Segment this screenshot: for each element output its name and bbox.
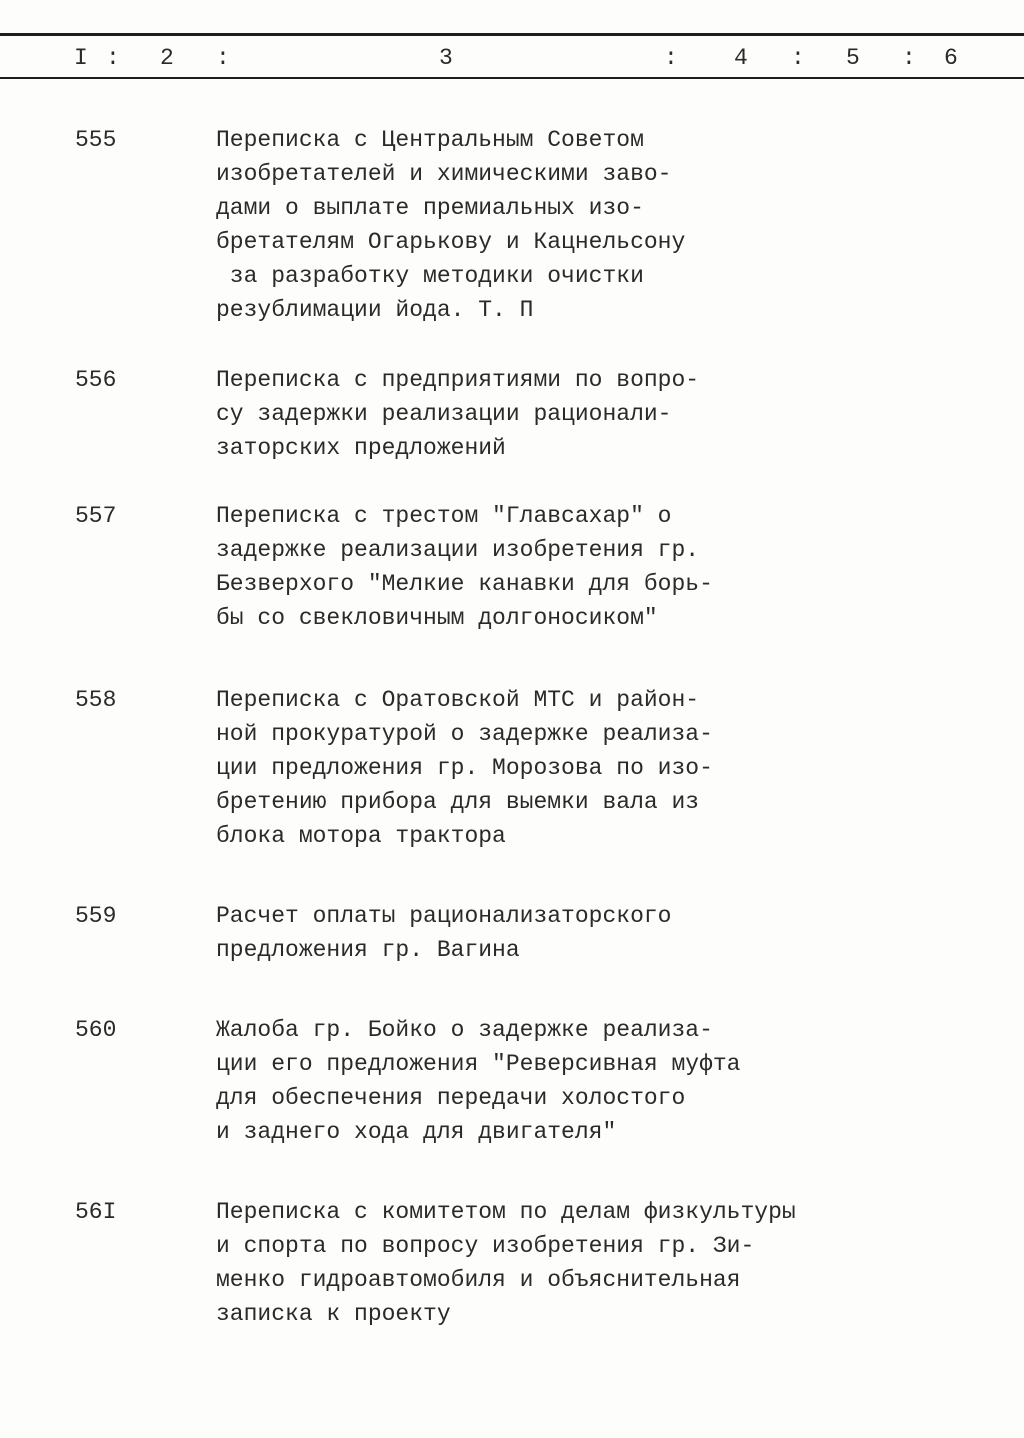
column-header-3: 3 <box>439 45 453 71</box>
header-top-rule <box>0 33 1024 36</box>
column-separator: : <box>216 45 230 71</box>
description-line: бы со свекловичным долгоносиком" <box>216 605 658 631</box>
description-line: за разработку методики очистки <box>216 263 644 289</box>
item-number: 56I <box>75 1199 117 1225</box>
description-line: Жалоба гр. Бойко о задержке реализа- <box>216 1017 713 1043</box>
description-line: изобретателей и химическими заво- <box>216 161 672 187</box>
item-number: 556 <box>75 367 117 393</box>
column-separator: : <box>106 45 120 71</box>
description-line: Переписка с комитетом по делам физкультуры <box>216 1199 796 1225</box>
description-line: су задержки реализации рационали- <box>216 401 672 427</box>
description-line: Переписка с трестом "Главсахар" о <box>216 503 672 529</box>
column-separator: : <box>791 45 805 71</box>
item-number: 555 <box>75 127 117 153</box>
description-line: и спорта по вопросу изобретения гр. Зи- <box>216 1233 755 1259</box>
column-header-4: 4 <box>734 45 748 71</box>
item-description <box>216 363 699 465</box>
description-line: предложения гр. Вагина <box>216 937 520 963</box>
item-number: 557 <box>75 503 117 529</box>
header-bottom-rule <box>0 77 1024 79</box>
description-line: задержке реализации изобретения гр. <box>216 537 700 563</box>
item-description <box>216 123 685 327</box>
item-description <box>216 1195 796 1331</box>
description-line: записка к проекту <box>216 1301 451 1327</box>
item-description <box>216 499 713 635</box>
description-line: ции предложения гр. Морозова по изо- <box>216 755 713 781</box>
description-line: Расчет оплаты рационализаторского <box>216 903 672 929</box>
column-separator: : <box>664 45 678 71</box>
description-line: и заднего хода для двигателя" <box>216 1119 617 1145</box>
description-line: ции его предложения "Реверсивная муфта <box>216 1051 741 1077</box>
item-description <box>216 1013 741 1149</box>
description-line: Переписка с предприятиями по вопро- <box>216 367 700 393</box>
description-line: бретению прибора для выемки вала из <box>216 789 700 815</box>
item-number: 558 <box>75 687 117 713</box>
description-line: Безверхого "Мелкие канавки для борь- <box>216 571 713 597</box>
description-line: Переписка с Оратовской МТС и район- <box>216 687 700 713</box>
description-line: заторских предложений <box>216 435 506 461</box>
description-line: блока мотора трактора <box>216 823 506 849</box>
description-line: дами о выплате премиальных изо- <box>216 195 644 221</box>
item-number: 559 <box>75 903 117 929</box>
description-line: бретателям Огарькову и Кацнельсону <box>216 229 686 255</box>
description-line: ной прокуратурой о задержке реализа- <box>216 721 713 747</box>
column-header-6: 6 <box>944 45 958 71</box>
description-line: менко гидроавтомобиля и объяснительная <box>216 1267 741 1293</box>
item-number: 560 <box>75 1017 117 1043</box>
description-line: резублимации йода. Т. П <box>216 297 534 323</box>
item-description <box>216 683 713 853</box>
description-line: для обеспечения передачи холостого <box>216 1085 686 1111</box>
column-header-2: 2 <box>160 45 174 71</box>
column-header-1: I <box>74 45 88 71</box>
description-line: Переписка с Центральным Советом <box>216 127 644 153</box>
item-description <box>216 899 671 967</box>
column-separator: : <box>902 45 916 71</box>
column-header-5: 5 <box>846 45 860 71</box>
